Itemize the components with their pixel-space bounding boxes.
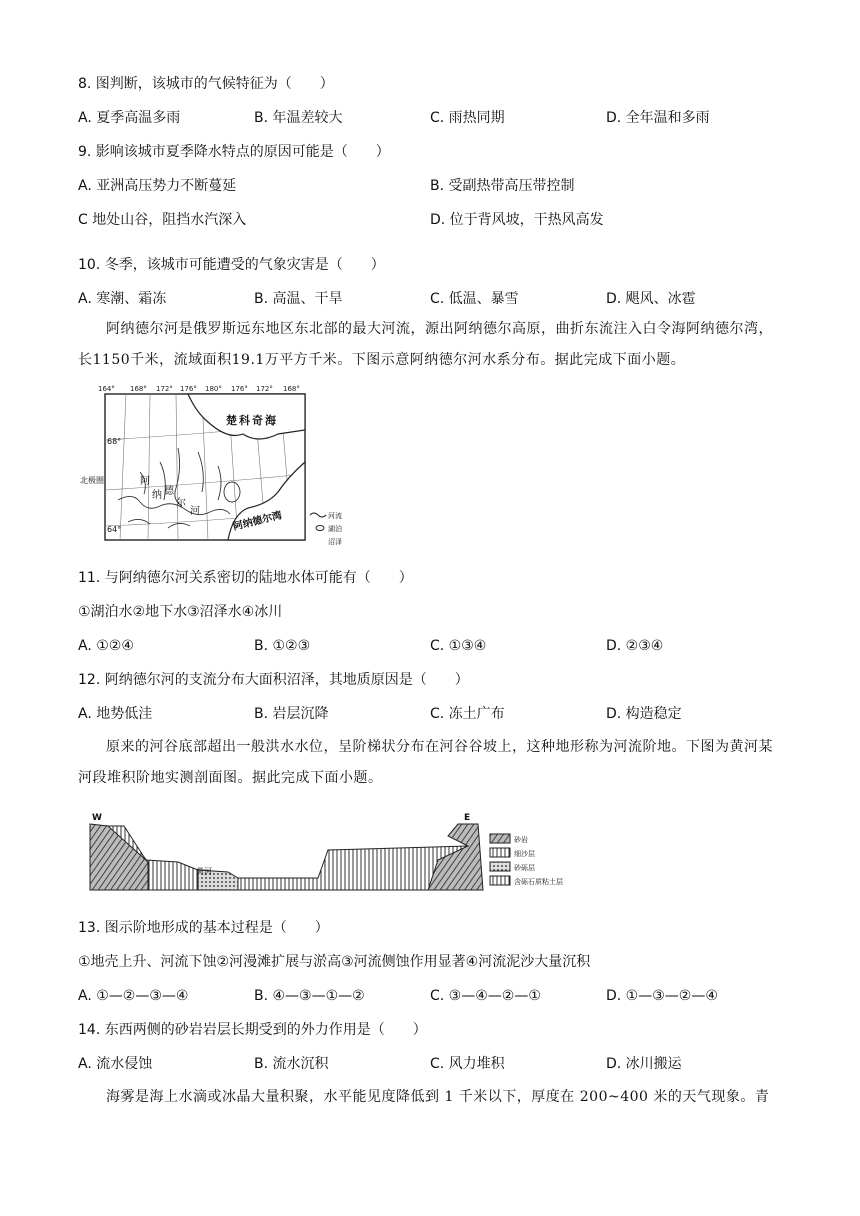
profile-legend xyxy=(490,834,563,886)
map-top-labels xyxy=(98,385,300,393)
arctic-circle-label: 北极圈 xyxy=(80,476,104,485)
lon-label-6: 172° xyxy=(256,385,273,393)
q13-option-d: D. ①—③—②—④ xyxy=(606,988,718,1004)
chukchi-sea-label: 楚科奇海 xyxy=(226,414,278,427)
lon-label-7: 168° xyxy=(283,385,300,393)
q12-option-d: D. 构造稳定 xyxy=(606,706,682,722)
legend-lake: 湖泊 xyxy=(328,525,342,533)
lon-label-3: 176° xyxy=(180,385,197,393)
legend-fine-sand-swatch xyxy=(490,848,510,857)
passage-anadyr-text: 阿纳德尔河是俄罗斯远东地区东北部的最大河流，源出阿纳德尔高原，曲折东流注入白令海阿纳德尔湾，长1150千米，流域面积19.1万平方千米。下图示意阿纳德尔河水系分布。据此完成下面小题。 xyxy=(78,321,773,368)
q13-items: ①地壳上升、河流下蚀②河漫滩扩展与淤高③河流侧蚀作用显著④河流泥沙大量沉积 xyxy=(78,954,591,970)
lon-label-5: 176° xyxy=(231,385,248,393)
river-char-5: 河 xyxy=(190,506,200,517)
legend-lake-symbol xyxy=(316,526,324,531)
q12-option-a: A. 地势低洼 xyxy=(78,706,153,722)
q11-option-c: C. ①③④ xyxy=(430,638,487,654)
q9-stem: 9. 影响该城市夏季降水特点的原因可能是（ ） xyxy=(78,144,390,160)
q11-option-a: A. ①②④ xyxy=(78,638,134,654)
legend-fine-sand: 细沙层 xyxy=(514,850,535,858)
q14-option-b: B. 流水沉积 xyxy=(254,1056,329,1072)
legend-sandstone: 砂岩 xyxy=(514,836,528,844)
passage-terrace-text: 原来的河谷底部超出一般洪水水位，呈阶梯状分布在河谷谷坡上，这种地形称为河流阶地。下图为黄河某河段堆积阶地实测剖面图。据此完成下面小题。 xyxy=(78,739,773,786)
q10-option-c: C. 低温、暴雪 xyxy=(430,291,519,307)
q14-stem: 14. 东西两侧的砂岩岩层长期受到的外力作用是（ ） xyxy=(78,1022,427,1038)
q10-option-d: D. 飓风、冰雹 xyxy=(606,291,696,307)
q8-stem: 8. 图判断，该城市的气候特征为（ ） xyxy=(78,76,334,92)
q13-option-c: C. ③—④—②—① xyxy=(430,988,541,1004)
river-char-2: 纳 xyxy=(152,490,162,501)
river-char-4: 尔 xyxy=(176,498,186,509)
passage-terrace xyxy=(78,732,778,794)
q9-option-d: D. 位于背风坡，干热风高发 xyxy=(430,212,604,228)
legend-clay: 含砾石质粘土层 xyxy=(514,878,563,886)
lon-label-0: 164° xyxy=(98,385,115,393)
q13-option-b: B. ④—③—①—② xyxy=(254,988,365,1004)
legend-swamp: 沼泽 xyxy=(328,538,342,546)
profile-river-label: 黄河 xyxy=(196,867,212,876)
q11-option-d: D. ②③④ xyxy=(606,638,664,654)
river-char-1: 阿 xyxy=(140,476,150,487)
map-legend xyxy=(310,511,342,546)
q14-option-a: A. 流水侵蚀 xyxy=(78,1056,153,1072)
lon-label-2: 172° xyxy=(156,385,173,393)
yellow-river-terrace-profile xyxy=(88,808,588,908)
legend-gravel: 砂砾层 xyxy=(514,864,535,872)
q11-option-b: B. ①②③ xyxy=(254,638,311,654)
anadyr-river-map xyxy=(78,382,363,554)
legend-river: 河流 xyxy=(328,512,342,520)
passage-sea-fog-text: 海雾是海上水滴或冰晶大量积聚，水平能见度降低到 1 千米以下，厚度在 200~400 米的天气现象。青 xyxy=(106,1089,770,1105)
q8-option-c: C. 雨热同期 xyxy=(430,110,505,126)
q12-option-c: C. 冻土广布 xyxy=(430,706,505,722)
lat-64-label: 64° xyxy=(107,525,122,534)
lon-label-4: 180° xyxy=(205,385,222,393)
lat-68-label: 68° xyxy=(107,437,122,446)
q14-option-c: C. 风力堆积 xyxy=(430,1056,505,1072)
q12-stem: 12. 阿纳德尔河的支流分布大面积沼泽，其地质原因是（ ） xyxy=(78,672,469,688)
legend-gravel-swatch xyxy=(490,862,510,871)
lon-label-1: 168° xyxy=(130,385,147,393)
legend-clay-swatch xyxy=(490,876,510,885)
q8-option-a: A. 夏季高温多雨 xyxy=(78,110,181,126)
q11-items: ①湖泊水②地下水③沼泽水④冰川 xyxy=(78,604,283,620)
q14-option-d: D. 冰川搬运 xyxy=(606,1056,682,1072)
q13-stem: 13. 图示阶地形成的基本过程是（ ） xyxy=(78,920,329,936)
q11-stem: 11. 与阿纳德尔河关系密切的陆地水体可能有（ ） xyxy=(78,570,413,586)
river-char-3: 德 xyxy=(164,486,174,497)
profile-west-label: W xyxy=(92,813,102,823)
q10-option-a: A. 寒潮、霜冻 xyxy=(78,291,167,307)
q10-stem: 10. 冬季，该城市可能遭受的气象灾害是（ ） xyxy=(78,257,385,273)
q9-option-a: A. 亚洲高压势力不断蔓延 xyxy=(78,178,237,194)
q9-option-b: B. 受副热带高压带控制 xyxy=(430,178,575,194)
legend-sandstone-swatch xyxy=(490,834,510,843)
q8-option-d: D. 全年温和多雨 xyxy=(606,110,710,126)
legend-river-symbol xyxy=(310,513,326,517)
passage-sea-fog xyxy=(78,1082,778,1113)
q13-option-a: A. ①—②—③—④ xyxy=(78,988,189,1004)
passage-anadyr xyxy=(78,314,778,376)
q8-option-b: B. 年温差较大 xyxy=(254,110,343,126)
q9-option-c: C 地处山谷，阻挡水汽深入 xyxy=(78,212,247,228)
q10-option-b: B. 高温、干旱 xyxy=(254,291,343,307)
q12-option-b: B. 岩层沉降 xyxy=(254,706,329,722)
anadyr-bay-label: 阿纳德尔湾 xyxy=(232,510,284,533)
profile-east-label: E xyxy=(464,813,471,823)
